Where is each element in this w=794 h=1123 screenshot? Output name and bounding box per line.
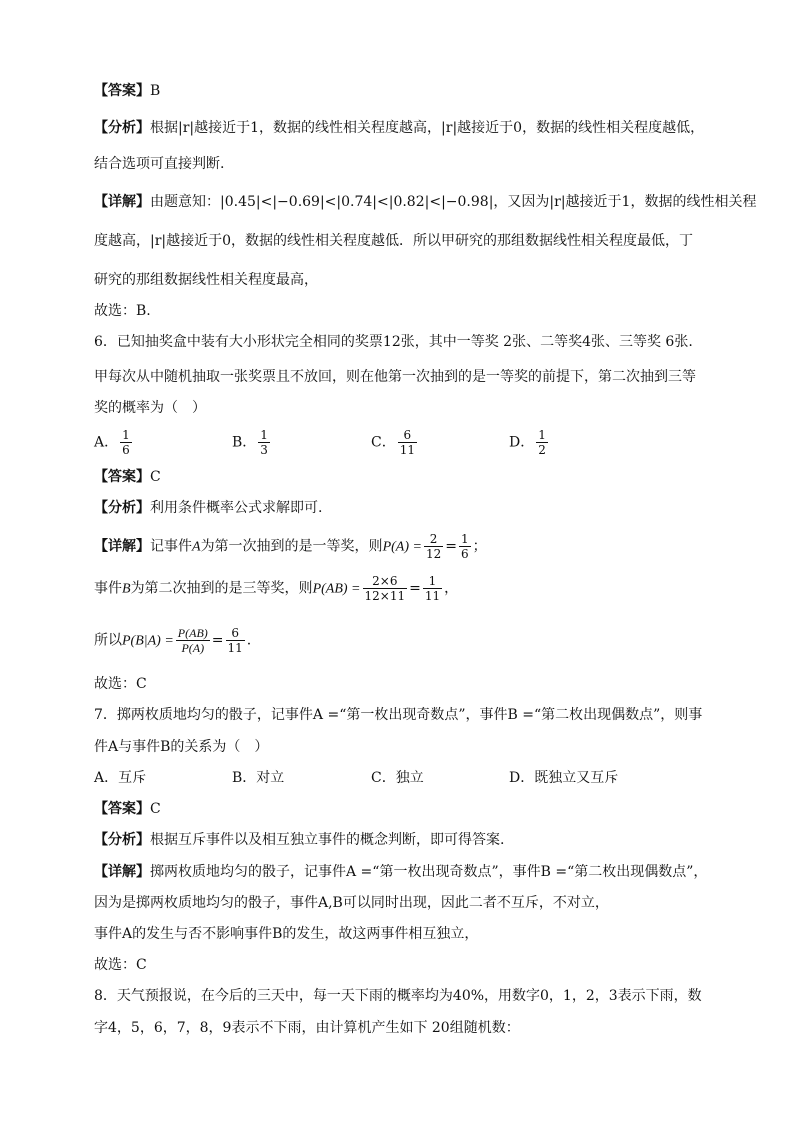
detail-text: 掷两枚质地均匀的骰子，记事件A =“第一枚出现奇数点”，事件B =“第二枚出现偶数点”， [150, 864, 708, 880]
q7-detail-cont-2: 事件A的发生与否不影响事件B的发生，故这两事件相互独立， [94, 926, 479, 942]
q7-option-b: B．对立 [232, 770, 285, 786]
q6-stem-3: 奖的概率为（ ） [94, 400, 206, 416]
fraction: $\frac{2}{12}$ [425, 532, 442, 561]
fraction: $\frac{6}{11}$ [227, 626, 243, 655]
q5-choose: 故选：B. [94, 303, 151, 319]
q7-analysis [94, 830, 504, 850]
q7-option-d: D．既独立又互斥 [509, 770, 619, 786]
q7-option-a: A．互斥 [94, 770, 147, 786]
fraction: $\frac{1}{6}$ [460, 532, 469, 561]
fraction: $\frac{P(AB)}{P(A)}$ [177, 626, 208, 655]
q6-analysis [94, 498, 322, 518]
q6-detail-1: 【详解】记事件A为第一次抽到的是一等奖，则P(A) = $\frac{2}{12}$ = $\frac{1}{6}$ ； [94, 532, 487, 561]
q8-stem-1: 8．天气预报说，在今后的三天中，每一天下雨的概率均为40%，用数字0，1，2，3表示下雨，数 [94, 988, 702, 1004]
detail-text: 由题意知：|0.45|<|−0.69|<|0.74|<|0.82|<|−0.98|，又因为|r|越接近于1，数据的线性相关程 [150, 194, 757, 210]
fraction: $\frac{1}{3}$ [260, 428, 268, 457]
answer-tag: 【答案】 [94, 801, 150, 817]
answer-value: C [150, 469, 161, 485]
q6-stem-1: 6．已知抽奖盒中装有大小形状完全相同的奖票12张，其中一等奖 2张、二等奖4张、三等奖 6张. [94, 334, 693, 350]
q6-option-b: B． $\frac{1}{3}$ [232, 428, 268, 457]
q7-choose: 故选：C [94, 957, 147, 973]
analysis-text: 利用条件概率公式求解即可. [150, 500, 323, 516]
answer-tag: 【答案】 [94, 83, 150, 99]
analysis-text: 根据互斥事件以及相互独立事件的概念判断，即可得答案. [150, 832, 505, 848]
analysis-tag: 【分析】 [94, 120, 150, 136]
fraction: $\frac{1}{6}$ [122, 428, 130, 457]
q6-option-c: C． $\frac{6}{11}$ [371, 428, 415, 457]
detail-tag: 【详解】 [94, 194, 150, 210]
q7-stem-1: 7．掷两枚质地均匀的骰子，记事件A =“第一枚出现奇数点”，事件B =“第二枚出现偶数点”，则事 [94, 707, 703, 723]
q7-stem-2: 件A与事件B的关系为（ ） [94, 739, 269, 755]
fraction: $\frac{6}{11}$ [399, 428, 415, 457]
q7-option-c: C．独立 [371, 770, 424, 786]
fraction: $\frac{2\times 6}{12\times 11}$ [364, 574, 406, 603]
q5-detail-cont-2: 研究的那组数据线性相关程度最高， [94, 272, 318, 288]
q6-detail-2: 事件B为第二次抽到的是三等奖，则P(AB) = $\frac{2\times 6}{12\times 11}$ = $\frac{1}{11}$ ， [94, 574, 459, 603]
q7-detail [94, 862, 707, 882]
fraction: $\frac{1}{11}$ [424, 574, 441, 603]
detail-tag: 【详解】 [94, 864, 150, 880]
q7-detail-cont-1: 因为是掷两枚质地均匀的骰子，事件A,B可以同时出现，因此二者不互斥，不对立， [94, 895, 609, 911]
q6-detail-3: 所以P(B|A) = $\frac{P(AB)}{P(A)}$ = $\frac{6}{11}$ . [94, 626, 252, 655]
q6-option-d: D． $\frac{1}{2}$ [509, 428, 546, 457]
q6-option-a: A． $\frac{1}{6}$ [94, 428, 130, 457]
q8-stem-2: 字4，5，6，7，8，9表示不下雨，由计算机产生如下 20组随机数： [94, 1020, 520, 1036]
q7-answer [94, 799, 161, 819]
answer-tag: 【答案】 [94, 469, 150, 485]
q5-answer [94, 81, 160, 101]
fraction: $\frac{1}{2}$ [538, 428, 546, 457]
answer-value: C [150, 801, 161, 817]
q6-choose: 故选：C [94, 676, 147, 692]
analysis-text: 根据|r|越接近于1，数据的线性相关程度越高，|r|越接近于0，数据的线性相关程度越低， [150, 120, 705, 136]
q5-analysis [94, 118, 704, 138]
q5-analysis-cont: 结合选项可直接判断. [94, 156, 225, 172]
analysis-tag: 【分析】 [94, 500, 150, 516]
q6-answer [94, 467, 161, 487]
q5-detail [94, 192, 756, 212]
answer-value: B [150, 83, 161, 99]
q6-stem-2: 甲每次从中随机抽取一张奖票且不放回，则在他第一次抽到的是一等奖的前提下，第二次抽到三等 [94, 369, 696, 385]
detail-tag: 【详解】 [94, 538, 150, 555]
analysis-tag: 【分析】 [94, 832, 150, 848]
q5-detail-cont-1: 度越高，|r|越接近于0，数据的线性相关程度越低．所以甲研究的那组数据线性相关程度最低，丁 [94, 233, 694, 249]
